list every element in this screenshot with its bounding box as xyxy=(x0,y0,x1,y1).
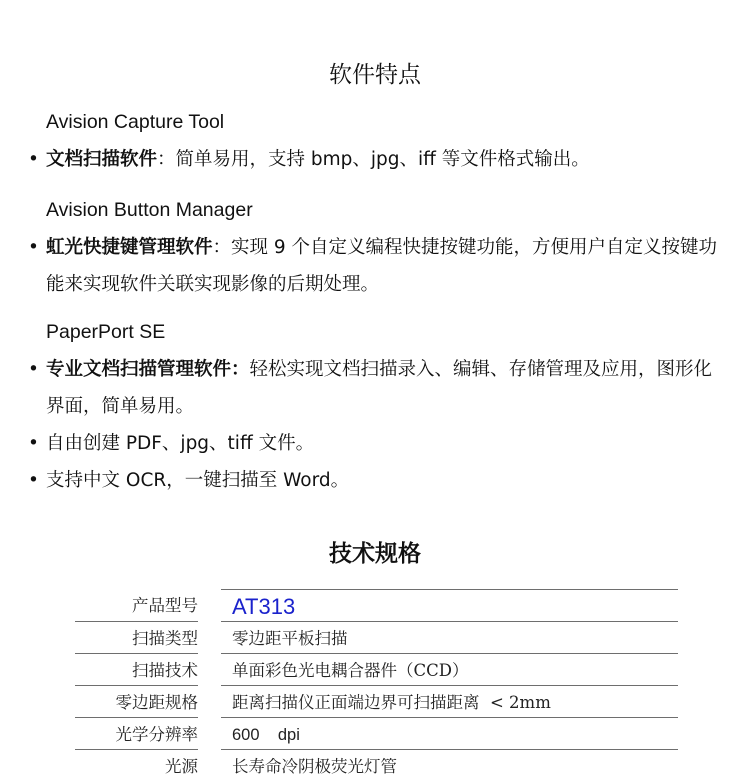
spec-value-model: AT313 xyxy=(221,589,678,622)
spec-row-model xyxy=(75,589,678,621)
bullet-dot-icon: • xyxy=(28,149,39,170)
features-title: 软件特点 xyxy=(329,62,421,88)
spec-label: 产品型号 xyxy=(132,596,198,615)
specs-title: 技术规格 xyxy=(329,541,421,567)
paperport-bullets xyxy=(28,351,728,499)
spec-label: 光源 xyxy=(75,749,198,782)
bullet-dot-icon: • xyxy=(28,237,39,258)
spec-value: 零边距平板扫描 xyxy=(221,621,678,654)
bullet-dot-icon: • xyxy=(28,470,39,491)
spec-label: 扫描技术 xyxy=(75,653,198,686)
bullet-text: 支持中文 OCR，一键扫描至 Word。 xyxy=(46,470,350,491)
bullet-text: ：实现 9 个自定义编程快捷按键功能，方便用户自定义按键功能来实现软件关联实现影像的后期处理。 xyxy=(46,237,718,295)
product-name-capture-tool: Avision Capture Tool xyxy=(46,111,225,133)
spec-row-scan-type xyxy=(75,621,678,653)
bullet-dot-icon: • xyxy=(28,359,39,380)
spec-table xyxy=(75,589,678,781)
spec-row-light-source xyxy=(75,749,678,781)
bullet-item xyxy=(28,462,728,499)
capture-tool-bullets xyxy=(28,141,728,178)
bullet-text: 轻松实现文档扫描录入、编辑、存储管理及应用，图形化界面，简单易用。 xyxy=(46,359,713,417)
bullet-item xyxy=(28,229,718,303)
bullet-item xyxy=(28,141,728,178)
bullet-strong: 虹光快捷键管理软件 xyxy=(46,237,213,258)
spec-label: 零边距规格 xyxy=(75,685,198,718)
spec-value: 长寿命冷阴极荧光灯管 xyxy=(221,749,678,782)
product-name-paperport: PaperPort SE xyxy=(46,321,166,343)
spec-row-edge xyxy=(75,685,678,717)
spec-row-resolution xyxy=(75,717,678,749)
spec-value: 距离扫描仪正面端边界可扫描距离 < 2mm xyxy=(221,685,678,718)
bullet-text: ：简单易用，支持 bmp、jpg、iff 等文件格式输出。 xyxy=(157,149,590,170)
button-manager-bullets xyxy=(28,229,718,303)
bullet-text: 自由创建 PDF、jpg、tiff 文件。 xyxy=(46,433,315,454)
spec-label: 扫描类型 xyxy=(75,621,198,654)
bullet-strong: 文档扫描软件 xyxy=(46,149,158,170)
bullet-item xyxy=(28,351,728,425)
spec-row-scan-tech xyxy=(75,653,678,685)
bullet-dot-icon: • xyxy=(28,433,39,454)
spec-label: 光学分辨率 xyxy=(75,717,198,750)
spec-value: 600 dpi xyxy=(221,717,678,750)
bullet-strong: 专业文档扫描管理软件： xyxy=(46,359,250,380)
product-name-button-manager: Avision Button Manager xyxy=(46,199,253,221)
bullet-item xyxy=(28,425,728,462)
spec-value: 单面彩色光电耦合器件（CCD） xyxy=(221,653,678,686)
